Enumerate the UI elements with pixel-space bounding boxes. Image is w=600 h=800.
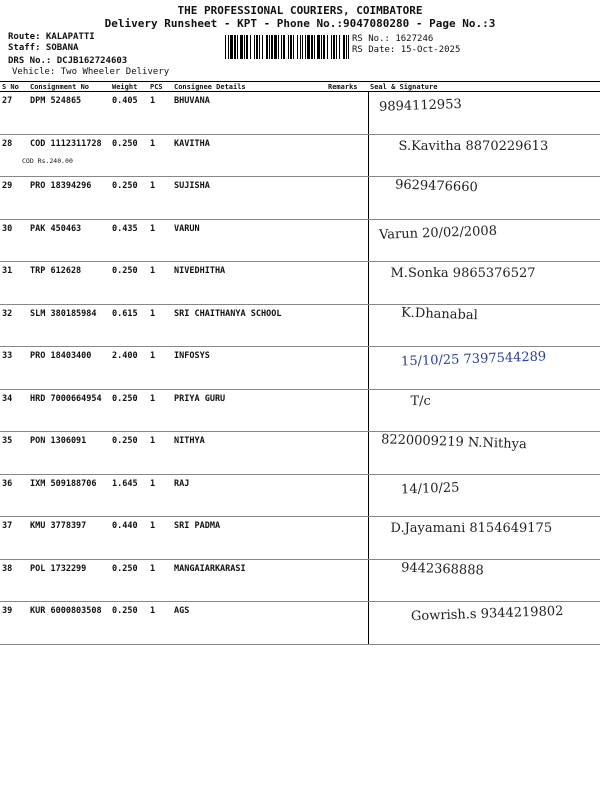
row-weight	[110, 177, 148, 220]
row-sno-text: 32	[2, 308, 13, 319]
row-pcs	[148, 602, 172, 645]
rs-number: RS No.: 1627246	[352, 34, 434, 44]
row-remarks	[326, 602, 368, 645]
row-sno	[0, 304, 28, 347]
row-consignee	[172, 389, 326, 432]
cod-amount: COD Rs.240.00	[22, 156, 73, 165]
row-consignee	[172, 347, 326, 390]
table-header-row	[0, 82, 600, 92]
row-pcs-text: 1	[150, 308, 156, 319]
handwritten-signature: M.Sonka 9865376527	[390, 266, 536, 281]
company-name: THE PROFESSIONAL COURIERS, COIMBATORE	[177, 4, 423, 17]
row-sno	[0, 92, 28, 135]
row-sno-text: 27	[2, 96, 13, 106]
vehicle-label: Vehicle: Two Wheeler Delivery	[12, 67, 170, 77]
row-sno-text: 39	[2, 606, 13, 616]
row-consignee-text: PRIYA GURU	[174, 393, 226, 404]
row-consignee	[172, 602, 326, 645]
row-pcs	[148, 134, 172, 177]
row-pcs	[148, 92, 172, 135]
row-pcs-text: 1	[150, 96, 156, 106]
row-pcs-text: 1	[150, 351, 156, 361]
row-consignment-no-text: TRP 612628	[30, 266, 82, 276]
row-sno	[0, 559, 28, 602]
row-remarks	[326, 219, 368, 262]
row-pcs	[148, 559, 172, 602]
row-signature	[368, 432, 600, 475]
row-consignment-no-text: PON 1306091	[30, 436, 87, 446]
row-weight-text: 0.250	[112, 606, 138, 616]
row-consignee	[172, 177, 326, 220]
row-weight-text: 0.250	[112, 138, 138, 149]
row-pcs	[148, 219, 172, 262]
row-weight-text: 0.250	[112, 436, 138, 446]
row-remarks	[326, 474, 368, 517]
row-consignee-text: RAJ	[174, 478, 190, 489]
row-signature	[368, 134, 600, 177]
col-pcs: PCS	[148, 82, 172, 92]
route-label: Route: KALAPATTI	[8, 32, 95, 42]
staff-label: Staff: SOBANA	[8, 43, 79, 53]
handwritten-signature: 9442368888	[400, 560, 484, 578]
table-row	[0, 347, 600, 390]
row-sno-text: 33	[2, 351, 13, 361]
row-weight-text: 0.250	[112, 563, 138, 574]
barcode-image	[225, 35, 349, 59]
row-consignment-no-text: COD 1112311728	[30, 138, 102, 149]
row-consignment-no	[22, 134, 110, 177]
row-remarks	[326, 134, 368, 177]
row-weight	[110, 474, 148, 517]
row-sno-text: 34	[2, 393, 13, 404]
row-consignee-text: SRI PADMA	[174, 521, 221, 531]
table-row	[0, 559, 600, 602]
col-weight: Weight	[110, 82, 148, 92]
row-weight	[110, 134, 148, 177]
row-consignee-text: NIVEDHITHA	[174, 266, 226, 276]
row-weight	[110, 389, 148, 432]
row-sno	[0, 602, 28, 645]
row-pcs-text: 1	[150, 521, 156, 531]
row-sno	[0, 219, 28, 262]
row-weight-text: 0.440	[112, 521, 138, 531]
row-consignment-no	[28, 304, 110, 347]
row-consignee	[172, 517, 326, 560]
row-pcs-text: 1	[150, 606, 156, 616]
handwritten-signature: 9894112953	[378, 96, 462, 115]
row-sno	[0, 177, 28, 220]
row-consignee	[172, 432, 326, 475]
row-pcs-text: 1	[150, 436, 156, 446]
row-consignment-no	[28, 432, 110, 475]
row-sno	[0, 134, 28, 177]
handwritten-signature: K.Dhanabal	[400, 305, 478, 323]
row-consignment-no	[28, 517, 110, 560]
row-remarks	[326, 92, 368, 135]
row-sno-text: 30	[2, 223, 13, 234]
row-pcs-text: 1	[150, 393, 156, 404]
row-consignment-no	[28, 262, 110, 305]
row-weight	[110, 517, 148, 560]
row-consignment-no-text: KMU 3778397	[30, 521, 87, 531]
row-pcs	[148, 304, 172, 347]
row-sno-text: 31	[2, 266, 13, 276]
row-remarks	[326, 262, 368, 305]
row-signature	[368, 517, 600, 560]
row-remarks	[326, 517, 368, 560]
row-sno-text: 35	[2, 436, 13, 446]
row-consignment-no	[28, 177, 110, 220]
row-consignment-no	[28, 347, 110, 390]
handwritten-signature: Gowrish.s 9344219802	[410, 603, 564, 625]
row-sno	[0, 474, 28, 517]
row-consignment-no-text: PRO 18403400	[30, 351, 92, 361]
row-consignment-no	[28, 602, 110, 645]
handwritten-signature: T/c	[410, 393, 431, 409]
row-signature	[368, 262, 600, 305]
table-row	[0, 602, 600, 645]
row-remarks	[326, 304, 368, 347]
row-consignee	[172, 559, 326, 602]
row-weight-text: 0.250	[112, 181, 138, 191]
row-consignment-no-text: KUR 6000803508	[30, 606, 102, 616]
table-row	[0, 517, 600, 560]
row-remarks	[326, 432, 368, 475]
row-sno	[0, 432, 28, 475]
handwritten-signature: 9629476660	[394, 177, 478, 196]
row-weight	[110, 602, 148, 645]
row-signature	[368, 559, 600, 602]
row-consignment-no-text: POL 1732299	[30, 563, 87, 574]
row-weight	[110, 304, 148, 347]
row-pcs	[148, 432, 172, 475]
handwritten-signature: Varun 20/02/2008	[378, 223, 497, 243]
row-consignee-text: VARUN	[174, 223, 200, 234]
row-remarks	[326, 559, 368, 602]
table-row	[0, 474, 600, 517]
handwritten-signature: D.Jayamani 8154649175	[390, 521, 553, 536]
row-pcs	[148, 177, 172, 220]
row-pcs	[148, 517, 172, 560]
table-row	[0, 304, 600, 347]
row-consignee-text: KAVITHA	[174, 138, 210, 149]
row-consignee-text: SUJISHA	[174, 181, 210, 191]
row-consignee-text: BHUVANA	[174, 96, 210, 106]
row-signature	[368, 347, 600, 390]
row-signature	[368, 304, 600, 347]
col-signature: Seal & Signature	[368, 82, 600, 92]
row-consignee-text: SRI CHAITHANYA SCHOOL	[174, 308, 282, 319]
row-weight	[110, 559, 148, 602]
row-sno	[0, 347, 28, 390]
handwritten-signature: 15/10/25 7397544289	[400, 349, 546, 370]
col-consignee: Consignee Details	[172, 82, 326, 92]
row-sno-text: 38	[2, 563, 13, 574]
row-weight-text: 0.615	[112, 308, 138, 319]
row-consignee-text: NITHYA	[174, 436, 205, 446]
row-consignment-no-text: IXM 509188706	[30, 478, 97, 489]
row-weight-text: 0.405	[112, 96, 138, 106]
row-consignment-no	[28, 92, 110, 135]
row-sno-text: 37	[2, 521, 13, 531]
row-pcs-text: 1	[150, 478, 156, 489]
row-weight	[110, 92, 148, 135]
row-consignment-no-text: PRO 18394296	[30, 181, 92, 191]
row-pcs	[148, 347, 172, 390]
row-sno	[0, 389, 28, 432]
row-consignee	[172, 219, 326, 262]
row-signature	[368, 177, 600, 220]
row-sno	[0, 517, 28, 560]
row-weight-text: 0.250	[112, 266, 138, 276]
row-consignment-no	[28, 474, 110, 517]
row-pcs-text: 1	[150, 223, 156, 234]
row-sno-text: 28	[2, 138, 13, 149]
row-consignee-text: MANGAIARKARASI	[174, 563, 246, 574]
table-row	[0, 389, 600, 432]
runsheet-subtitle: Delivery Runsheet - KPT - Phone No.:9047080280 - Page No.:3	[104, 17, 496, 30]
row-signature	[368, 602, 600, 645]
row-consignee	[172, 92, 326, 135]
handwritten-signature: 14/10/25	[400, 479, 460, 497]
row-consignment-no	[28, 219, 110, 262]
table-row	[0, 177, 600, 220]
row-pcs	[148, 262, 172, 305]
row-pcs	[148, 389, 172, 432]
row-consignee	[172, 474, 326, 517]
row-remarks	[326, 347, 368, 390]
table-row	[0, 219, 600, 262]
row-weight	[110, 219, 148, 262]
table-row	[0, 92, 600, 135]
row-pcs-text: 1	[150, 138, 156, 149]
col-remarks: Remarks	[326, 82, 368, 92]
row-weight-text: 0.435	[112, 223, 138, 234]
row-pcs	[148, 474, 172, 517]
col-consignment: Consignment No	[28, 82, 110, 92]
row-signature	[368, 92, 600, 135]
table-row	[0, 432, 600, 475]
row-sno-text: 29	[2, 181, 13, 191]
row-remarks	[326, 177, 368, 220]
row-weight-text: 1.645	[112, 478, 138, 489]
col-sno: S No	[0, 82, 28, 92]
handwritten-signature: S.Kavitha 8870229613	[398, 138, 549, 154]
row-pcs-text: 1	[150, 266, 156, 276]
row-weight-text: 2.400	[112, 351, 138, 361]
row-weight-text: 0.250	[112, 393, 138, 404]
row-signature	[368, 389, 600, 432]
row-weight	[110, 347, 148, 390]
row-consignee-text: AGS	[174, 606, 190, 616]
row-weight	[110, 432, 148, 475]
row-consignment-no	[28, 559, 110, 602]
runsheet-table	[0, 81, 600, 645]
row-signature	[368, 474, 600, 517]
row-pcs-text: 1	[150, 563, 156, 574]
rs-date: RS Date: 15-Oct-2025	[352, 45, 461, 55]
row-consignment-no-text: DPM 524865	[30, 96, 82, 106]
row-pcs-text: 1	[150, 181, 156, 191]
row-signature	[368, 219, 600, 262]
drs-number: DRS No.: DCJB162724603	[8, 56, 128, 66]
table-row	[0, 262, 600, 305]
row-consignment-no-text: HRD 7000664954	[30, 393, 102, 404]
row-consignment-no-text: PAK 450463	[30, 223, 82, 234]
table-row	[0, 134, 600, 177]
row-consignee	[172, 134, 326, 177]
row-consignment-no-text: SLM 380185984	[30, 308, 97, 319]
row-consignee	[172, 304, 326, 347]
row-weight	[110, 262, 148, 305]
handwritten-signature: 8220009219 N.Nithya	[380, 432, 527, 453]
row-consignment-no	[28, 389, 110, 432]
row-consignee-text: INFOSYS	[174, 351, 210, 361]
row-remarks	[326, 389, 368, 432]
row-consignee	[172, 262, 326, 305]
row-sno-text: 36	[2, 478, 13, 489]
row-sno	[0, 262, 28, 305]
